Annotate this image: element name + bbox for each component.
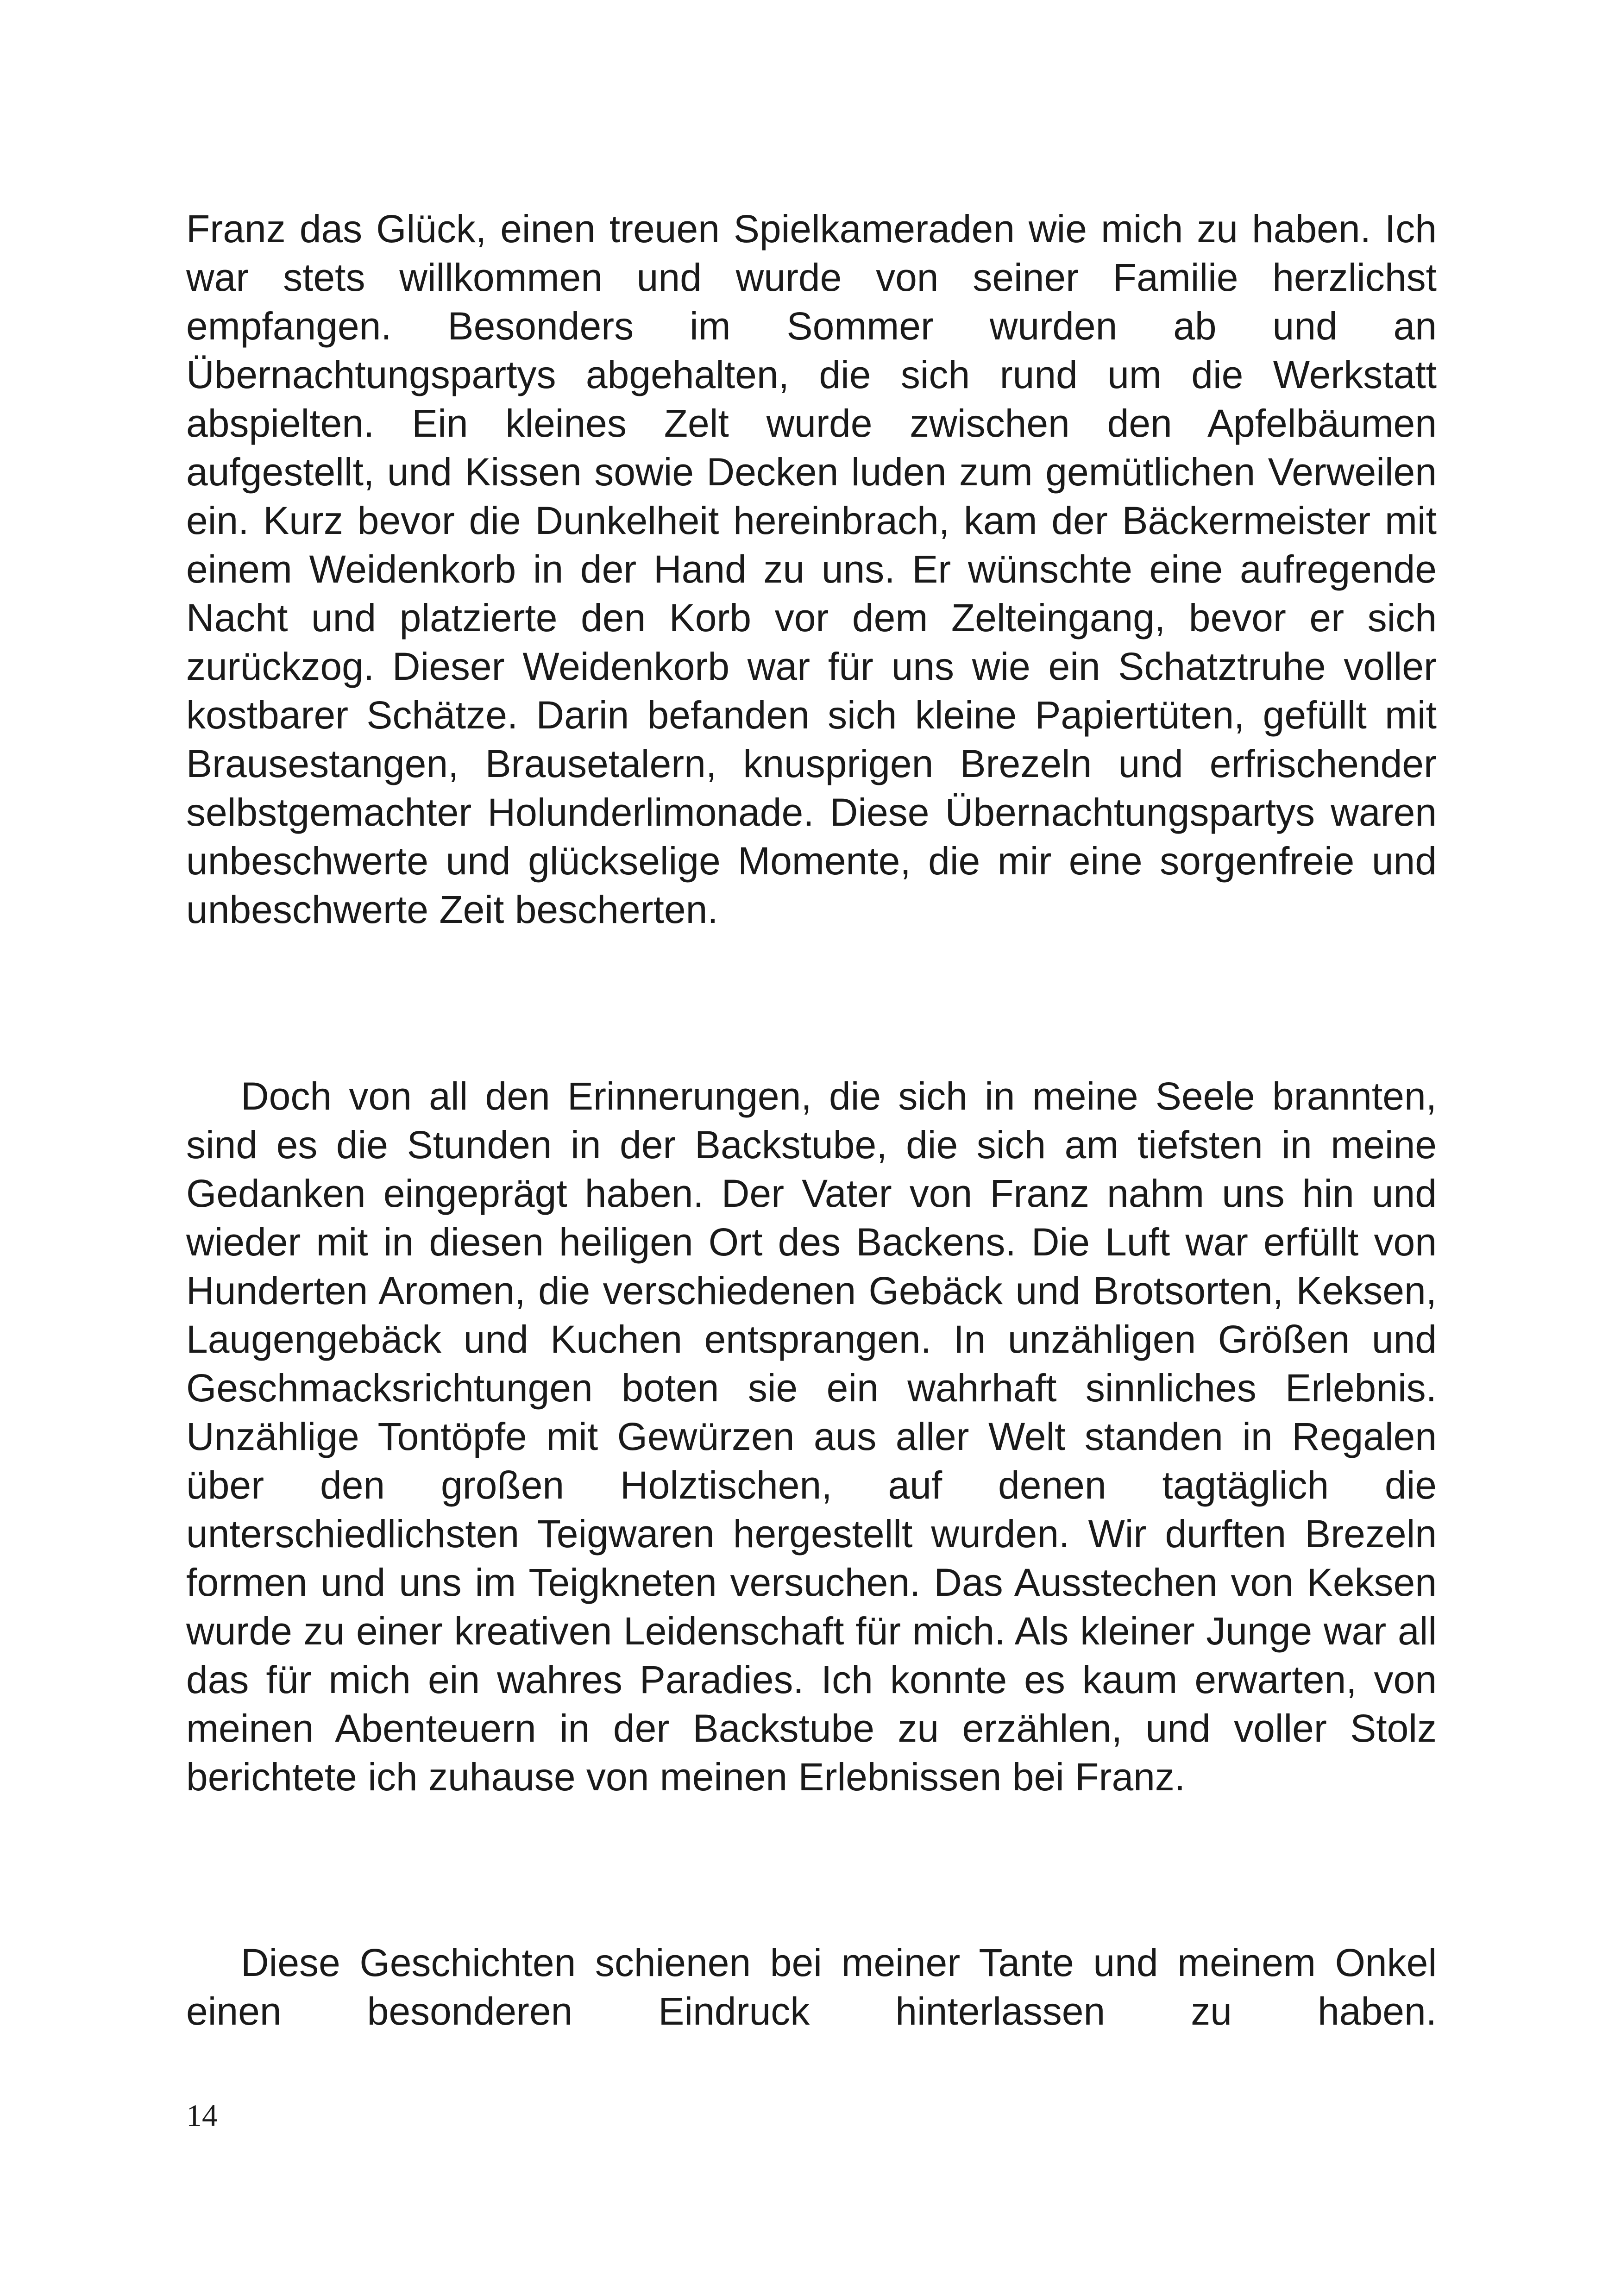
paragraph-2: Doch von all den Erinnerungen, die sich in meine Seele brannten, sind es die Stunden in der Backstube, die sich am tiefsten in meine Gedanken eingeprägt haben. Der Vater von Franz nahm uns hin und wieder mit in diesen heiligen Ort des Backens. Die Luft war erfüllt von Hunderten Aromen, die verschiedenen Gebäck und Brotsorten, Keksen, Laugengebäck und Kuchen entsprangen. In unzähligen Größen und Geschmacksrichtungen boten sie ein wahrhaft sinnliches Erlebnis. Unzählige Tontöpfe mit Gewürzen aus aller Welt standen in Regalen über den großen Holztischen, auf denen tagtäglich die unterschiedlichsten Teigwaren hergestellt wurden. Wir durften Brezeln formen und uns im Teigkneten versuchen. Das Ausstechen von Keksen wurde zu einer kreativen Leidenschaft für mich. Als kleiner Junge war all das für mich ein wahres Paradies. Ich konnte es kaum erwarten, von meinen Abenteuern in der Backstube zu erzählen, und voller Stolz berichtete ich zuhause von meinen Erlebnissen bei Franz. xyxy=(186,1074,1437,1799)
page-number: 14 xyxy=(186,2098,218,2133)
paragraph-1: Franz das Glück, einen treuen Spielkameraden wie mich zu haben. Ich war stets willkommen und wurde von seiner Familie herzlichst empfangen. Besonders im Sommer wurden ab und an Übernachtungspartys abgehalten, die sich rund um die Werkstatt abspielten. Ein kleines Zelt wurde zwischen den Apfelbäumen aufgestellt, und Kissen sowie Decken luden zum gemütlichen Verweilen ein. Kurz bevor die Dunkelheit hereinbrach, kam der Bäckermeister mit einem Weidenkorb in der Hand zu uns. Er wünschte eine aufregende Nacht und platzierte den Korb vor dem Zelteingang, bevor er sich zurückzog. Dieser Weidenkorb war für uns wie ein Schatztruhe voller kostbarer Schätze. Darin befanden sich kleine Papiertüten, gefüllt mit Brausestangen, Brausetalern, knusprigen Brezeln und erfrischender selbstgemachter Holunderlimonade. Diese Übernachtungspartys waren unbeschwerte und glückselige Momente, die mir eine sorgenfreie und unbeschwerte Zeit bescherten. xyxy=(186,207,1437,931)
paragraph-3: Diese Geschichten schienen bei meiner Tante und meinem Onkel einen besonderen Eindruck hinterlassen zu haben. xyxy=(186,1941,1437,2033)
